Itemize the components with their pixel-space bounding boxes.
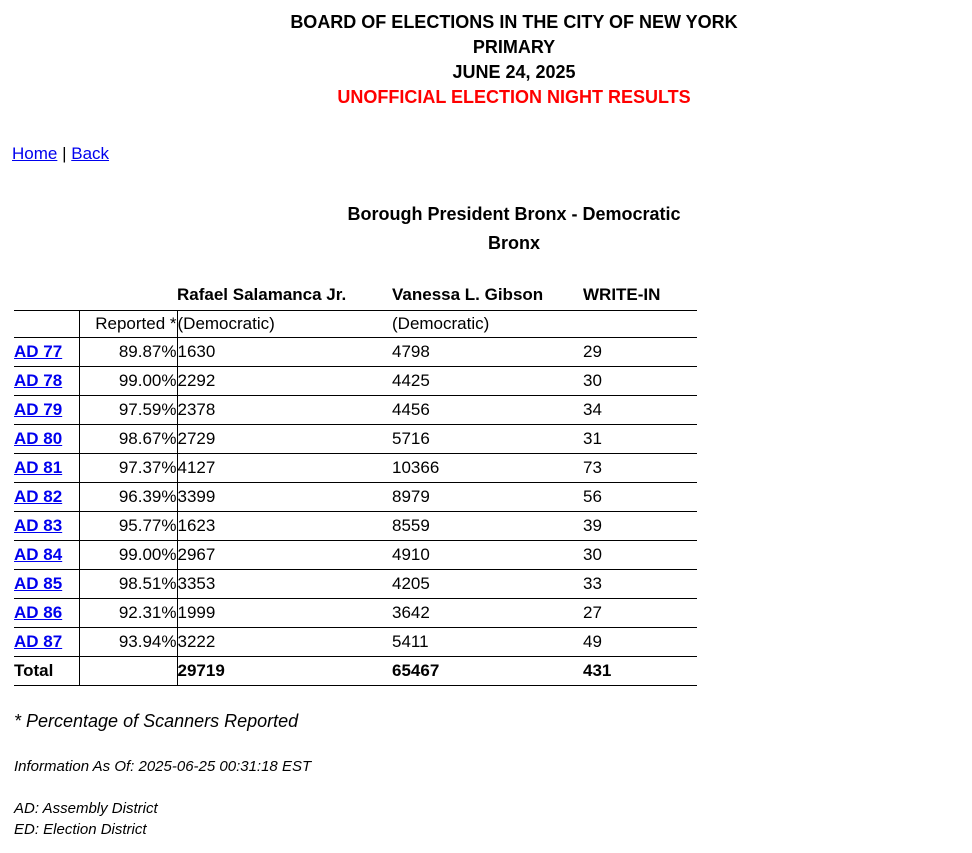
votes-cell: 4910 [392, 540, 583, 569]
table-row [14, 540, 697, 569]
table-row [14, 569, 697, 598]
ad-district-link[interactable]: AD 83 [14, 515, 63, 535]
reported-cell: 99.00% [79, 366, 177, 395]
ad-cell [14, 540, 79, 569]
ad-district-link[interactable]: AD 84 [14, 544, 63, 564]
contest-title-block [0, 200, 972, 258]
subheader-row [14, 310, 697, 337]
reported-header: Reported * [79, 310, 177, 337]
table-row [14, 424, 697, 453]
contest-name: Borough President Bronx - Democratic [347, 204, 681, 224]
election-date: JUNE 24, 2025 [452, 62, 576, 82]
table-row [14, 598, 697, 627]
ad-district-link[interactable]: AD 77 [14, 341, 63, 361]
table-row [14, 627, 697, 656]
nav-separator: | [62, 144, 67, 163]
party-label: (Democratic) [392, 310, 583, 337]
empty-cell [79, 280, 177, 310]
votes-cell: 49 [583, 627, 697, 656]
ad-cell [14, 482, 79, 511]
table-row [14, 482, 697, 511]
votes-cell: 8559 [392, 511, 583, 540]
ad-cell [14, 453, 79, 482]
ad-definition: AD: Assembly District [14, 799, 158, 817]
reported-cell: 96.39% [79, 482, 177, 511]
scanners-footnote: * Percentage of Scanners Reported [14, 710, 299, 731]
table-row [14, 337, 697, 366]
votes-cell: 34 [583, 395, 697, 424]
votes-cell: 3399 [177, 482, 392, 511]
votes-cell: 5411 [392, 627, 583, 656]
unofficial-results-banner: UNOFFICIAL ELECTION NIGHT RESULTS [337, 87, 691, 107]
votes-cell: 2292 [177, 366, 392, 395]
candidate-name: Rafael Salamanca Jr. [177, 284, 347, 304]
reported-cell: 99.00% [79, 540, 177, 569]
votes-cell: 1623 [177, 511, 392, 540]
ad-cell [14, 395, 79, 424]
back-link[interactable]: Back [71, 144, 110, 163]
votes-cell: 5716 [392, 424, 583, 453]
ad-cell [14, 627, 79, 656]
ad-cell [14, 598, 79, 627]
votes-cell: 4456 [392, 395, 583, 424]
reported-cell: 93.94% [79, 627, 177, 656]
total-votes-cell: 65467 [392, 656, 583, 685]
empty-cell [14, 310, 79, 337]
board-title: BOARD OF ELECTIONS IN THE CITY OF NEW YORK [290, 12, 738, 32]
ad-district-link[interactable]: AD 78 [14, 370, 63, 390]
table-row [14, 453, 697, 482]
table-row [14, 366, 697, 395]
votes-cell: 10366 [392, 453, 583, 482]
votes-cell: 1630 [177, 337, 392, 366]
votes-cell: 4127 [177, 453, 392, 482]
ad-district-link[interactable]: AD 87 [14, 631, 63, 651]
nav-links [12, 143, 972, 164]
page [0, 10, 972, 840]
ad-cell [14, 337, 79, 366]
votes-cell: 2378 [177, 395, 392, 424]
votes-cell: 31 [583, 424, 697, 453]
reported-cell: 98.51% [79, 569, 177, 598]
ad-cell [14, 424, 79, 453]
votes-cell: 2729 [177, 424, 392, 453]
votes-cell: 30 [583, 540, 697, 569]
votes-cell: 39 [583, 511, 697, 540]
votes-cell: 3222 [177, 627, 392, 656]
votes-cell: 8979 [392, 482, 583, 511]
candidate-names-row [14, 280, 697, 310]
votes-cell: 27 [583, 598, 697, 627]
votes-cell: 2967 [177, 540, 392, 569]
votes-cell: 29 [583, 337, 697, 366]
masthead [0, 10, 972, 110]
votes-cell: 3353 [177, 569, 392, 598]
total-row [14, 656, 697, 685]
votes-cell: 56 [583, 482, 697, 511]
party-label: (Democratic) [177, 310, 392, 337]
empty-cell [14, 280, 79, 310]
candidate-name: Vanessa L. Gibson [392, 284, 544, 304]
election-type: PRIMARY [472, 37, 556, 57]
votes-cell: 33 [583, 569, 697, 598]
votes-cell: 4205 [392, 569, 583, 598]
contest-borough: Bronx [487, 233, 540, 253]
votes-cell: 73 [583, 453, 697, 482]
ad-district-link[interactable]: AD 81 [14, 457, 63, 477]
ad-cell [14, 366, 79, 395]
table-row [14, 511, 697, 540]
votes-cell: 4425 [392, 366, 583, 395]
votes-cell: 3642 [392, 598, 583, 627]
reported-cell: 97.37% [79, 453, 177, 482]
total-label: Total [14, 656, 79, 685]
reported-cell: 97.59% [79, 395, 177, 424]
votes-cell: 30 [583, 366, 697, 395]
ad-district-link[interactable]: AD 86 [14, 602, 63, 622]
reported-cell: 95.77% [79, 511, 177, 540]
ed-definition: ED: Election District [14, 820, 147, 838]
ad-district-link[interactable]: AD 80 [14, 428, 63, 448]
total-votes-cell: 431 [583, 656, 697, 685]
ad-district-link[interactable]: AD 85 [14, 573, 63, 593]
votes-cell: 1999 [177, 598, 392, 627]
reported-cell: 98.67% [79, 424, 177, 453]
write-in-header: WRITE-IN [583, 284, 661, 304]
party-label [583, 310, 697, 337]
ad-district-link[interactable]: AD 82 [14, 486, 63, 506]
ad-cell [14, 569, 79, 598]
home-link[interactable]: Home [12, 144, 58, 163]
empty-cell [79, 656, 177, 685]
results-table [14, 280, 697, 686]
reported-cell: 89.87% [79, 337, 177, 366]
ad-cell [14, 511, 79, 540]
total-votes-cell: 29719 [177, 656, 392, 685]
ad-district-link[interactable]: AD 79 [14, 399, 63, 419]
votes-cell: 4798 [392, 337, 583, 366]
abbreviation-definitions [14, 798, 972, 840]
reported-cell: 92.31% [79, 598, 177, 627]
table-row [14, 395, 697, 424]
information-as-of: Information As Of: 2025-06-25 00:31:18 EST [14, 757, 312, 775]
